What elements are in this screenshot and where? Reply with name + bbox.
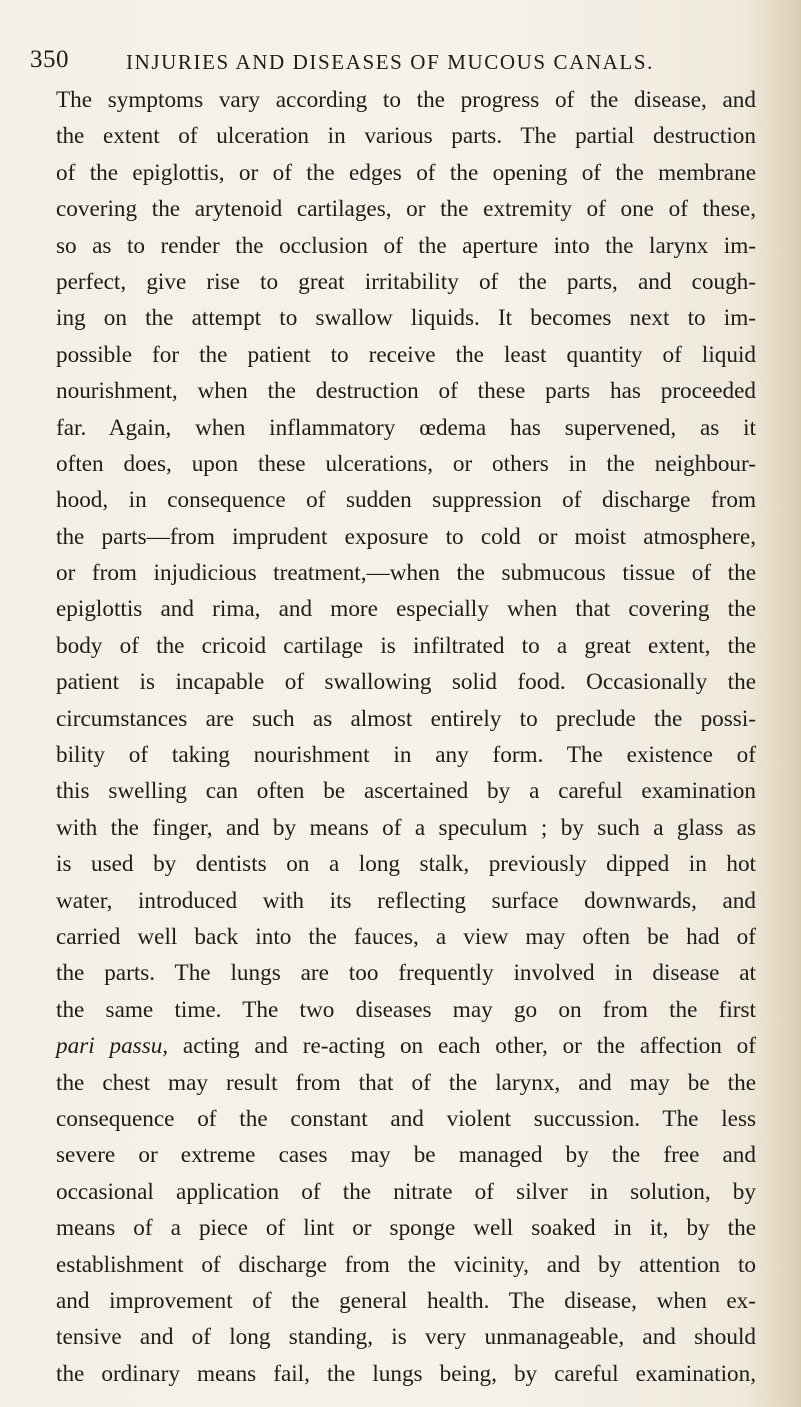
text-line: carried well back into the fauces, a view may often be had of <box>56 923 756 950</box>
text-line: severe or extreme cases may be managed by the free and <box>56 1142 756 1169</box>
text-line: of the epiglottis, or of the edges of the opening of the membrane <box>56 159 756 186</box>
text-line: consequence of the constant and violent succussion. The less <box>56 1105 756 1132</box>
text-line: occasional application of the nitrate of silver in solution, by <box>56 1178 756 1205</box>
text-line: possible for the patient to receive the least quantity of liquid <box>56 341 756 368</box>
text-line: the parts—from imprudent exposure to cold or moist atmosphere, <box>56 523 756 550</box>
text-line: with the finger, and by means of a speculum ; by such a glass as <box>56 814 756 841</box>
text-line: and improvement of the general health. The disease, when ex- <box>56 1287 756 1314</box>
text-line: the same time. The two diseases may go on from the first <box>56 996 756 1023</box>
text-line: this swelling can often be ascertained by a careful examination <box>56 778 756 805</box>
text-line: the ordinary means fail, the lungs being, by careful examination, <box>56 1360 756 1387</box>
text-line: ing on the attempt to swallow liquids. It becomes next to im- <box>56 305 756 332</box>
text-line: water, introduced with its reflecting surface downwards, and <box>56 887 756 914</box>
text-line: so as to render the occlusion of the aperture into the larynx im- <box>56 232 756 259</box>
text-line: is used by dentists on a long stalk, previously dipped in hot <box>56 851 756 878</box>
text-line: establishment of discharge from the vicinity, and by attention to <box>56 1251 756 1278</box>
italic-phrase: pari passu, <box>56 1033 169 1060</box>
page-number: 350 <box>30 46 69 73</box>
text-line: The symptoms vary according to the progress of the disease, and <box>56 87 756 113</box>
text-line: perfect, give rise to great irritability of the parts, and cough- <box>56 268 756 295</box>
text-line: circumstances are such as almost entirely to preclude the possi- <box>56 705 756 732</box>
text-line: patient is incapable of swallowing solid food. Occasionally the <box>56 669 756 696</box>
text-line: or from injudicious treatment,—when the submucous tissue of the <box>56 560 756 587</box>
text-line: nourishment, when the destruction of these parts has proceeded <box>56 378 756 405</box>
running-head: INJURIES AND DISEASES OF MUCOUS CANALS. <box>126 50 654 74</box>
text-line: the parts. The lungs are too frequently involved in disease at <box>56 960 756 987</box>
text-line: far. Again, when inflammatory œdema has supervened, as it <box>56 414 756 441</box>
text-line-with-italic <box>56 1028 756 1064</box>
text-line: covering the arytenoid cartilages, or the extremity of one of these, <box>56 196 756 223</box>
text-line: the extent of ulceration in various parts. The partial destruction <box>56 123 756 150</box>
text-line: body of the cricoid cartilage is infiltrated to a great extent, the <box>56 632 756 659</box>
body-text <box>56 82 756 1392</box>
text-line: bility of taking nourishment in any form. The existence of <box>56 742 756 769</box>
text-line: hood, in consequence of sudden suppression of discharge from <box>56 487 756 514</box>
text-line: the chest may result from that of the larynx, and may be the <box>56 1069 756 1096</box>
text-line-rest: acting and re-acting on each other, or the affection of <box>168 1033 756 1060</box>
text-line: means of a piece of lint or sponge well soaked in it, by the <box>56 1215 756 1242</box>
text-line: often does, upon these ulcerations, or others in the neighbour- <box>56 450 756 477</box>
text-line: tensive and of long standing, is very unmanageable, and should <box>56 1324 756 1351</box>
text-line: epiglottis and rima, and more especially when that covering the <box>56 596 756 623</box>
page-header <box>30 46 760 86</box>
